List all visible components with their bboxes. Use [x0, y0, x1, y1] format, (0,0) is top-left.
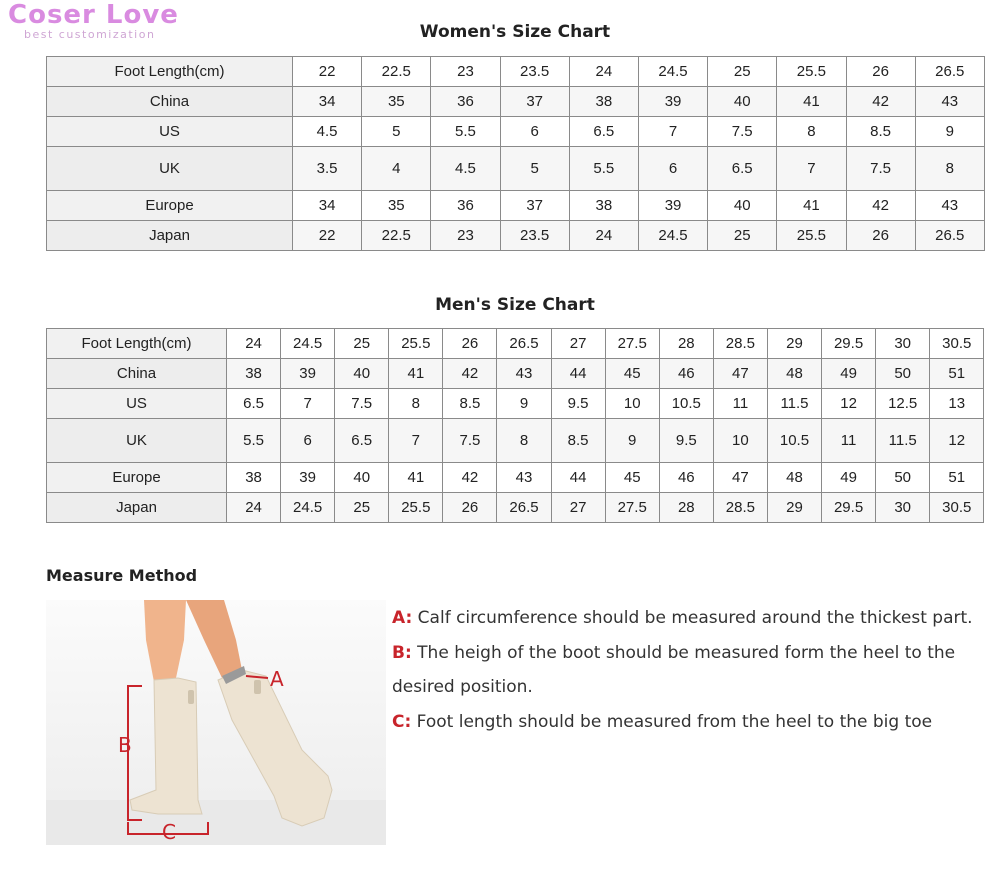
table-cell: 23.5 [500, 221, 569, 251]
row-label: UK [47, 419, 227, 463]
table-cell: 9.5 [659, 419, 713, 463]
table-cell: 6.5 [569, 117, 638, 147]
table-cell: 48 [767, 359, 821, 389]
table-cell: 26 [846, 221, 915, 251]
table-cell: 30.5 [930, 329, 984, 359]
table-cell: 27 [551, 493, 605, 523]
table-cell: 26.5 [915, 57, 984, 87]
table-cell: 39 [281, 359, 335, 389]
row-label: Japan [47, 221, 293, 251]
table-cell: 8 [497, 419, 551, 463]
diagram-label-a: A [270, 667, 284, 691]
table-cell: 42 [443, 463, 497, 493]
table-cell: 24 [569, 57, 638, 87]
note-a-key: A: [392, 608, 413, 628]
table-cell: 23 [431, 221, 500, 251]
table-cell: 6 [281, 419, 335, 463]
table-cell: 24 [227, 493, 281, 523]
table-cell: 7.5 [335, 389, 389, 419]
table-cell: 51 [930, 359, 984, 389]
table-cell: 28.5 [713, 329, 767, 359]
table-cell: 38 [569, 87, 638, 117]
note-a-text: Calf circumference should be measured around the thickest part. [412, 608, 973, 628]
table-cell: 24.5 [281, 493, 335, 523]
table-cell: 37 [500, 191, 569, 221]
table-cell: 22.5 [362, 57, 431, 87]
table-cell: 4 [362, 147, 431, 191]
row-label: Europe [47, 191, 293, 221]
table-cell: 49 [822, 463, 876, 493]
brand-tagline: best customization [24, 28, 156, 41]
table-cell: 34 [293, 191, 362, 221]
table-cell: 6.5 [708, 147, 777, 191]
table-cell: 41 [777, 87, 846, 117]
table-cell: 28 [659, 329, 713, 359]
table-cell: 48 [767, 463, 821, 493]
table-row [47, 329, 984, 359]
table-cell: 26.5 [497, 329, 551, 359]
table-cell: 43 [497, 359, 551, 389]
table-cell: 29 [767, 329, 821, 359]
table-cell: 25 [708, 221, 777, 251]
table-cell: 28.5 [713, 493, 767, 523]
table-cell: 6.5 [335, 419, 389, 463]
table-row [47, 463, 984, 493]
table-cell: 11.5 [767, 389, 821, 419]
table-cell: 40 [335, 463, 389, 493]
table-cell: 42 [846, 191, 915, 221]
table-row [47, 493, 984, 523]
table-cell: 9 [915, 117, 984, 147]
table-cell: 47 [713, 359, 767, 389]
table-cell: 6.5 [227, 389, 281, 419]
table-cell: 38 [227, 463, 281, 493]
boot-illustration [46, 600, 386, 845]
table-cell: 8 [915, 147, 984, 191]
row-label: Europe [47, 463, 227, 493]
note-b-text: The heigh of the boot should be measured form the heel to the desired position. [392, 642, 956, 697]
row-label: US [47, 117, 293, 147]
table-cell: 7.5 [443, 419, 497, 463]
table-cell: 13 [930, 389, 984, 419]
table-cell: 7.5 [708, 117, 777, 147]
table-cell: 7 [389, 419, 443, 463]
row-label: China [47, 87, 293, 117]
table-cell: 4.5 [431, 147, 500, 191]
table-cell: 8.5 [846, 117, 915, 147]
table-cell: 47 [713, 463, 767, 493]
table-cell: 40 [708, 191, 777, 221]
table-cell: 49 [822, 359, 876, 389]
table-cell: 22 [293, 57, 362, 87]
table-cell: 25 [708, 57, 777, 87]
table-cell: 5 [362, 117, 431, 147]
table-cell: 39 [638, 191, 707, 221]
brand-name: Coser Love [8, 0, 179, 30]
table-cell: 26 [846, 57, 915, 87]
table-cell: 45 [605, 463, 659, 493]
table-cell: 50 [876, 359, 930, 389]
table-cell: 41 [777, 191, 846, 221]
table-cell: 5.5 [227, 419, 281, 463]
table-cell: 24 [227, 329, 281, 359]
table-cell: 39 [638, 87, 707, 117]
table-cell: 29 [767, 493, 821, 523]
table-cell: 4.5 [293, 117, 362, 147]
table-cell: 10.5 [767, 419, 821, 463]
measure-notes [392, 601, 992, 739]
table-cell: 28 [659, 493, 713, 523]
table-cell: 25 [335, 493, 389, 523]
table-cell: 11 [713, 389, 767, 419]
table-cell: 25.5 [389, 329, 443, 359]
note-c-text: Foot length should be measured from the heel to the big toe [411, 711, 933, 732]
table-cell: 23.5 [500, 57, 569, 87]
table-cell: 25.5 [389, 493, 443, 523]
boot-measure-diagram [46, 600, 386, 845]
table-cell: 9 [605, 419, 659, 463]
row-label: UK [47, 147, 293, 191]
table-row [47, 359, 984, 389]
table-cell: 7 [638, 117, 707, 147]
table-cell: 35 [362, 191, 431, 221]
table-cell: 44 [551, 359, 605, 389]
table-row [47, 117, 985, 147]
table-cell: 12 [930, 419, 984, 463]
table-cell: 8 [777, 117, 846, 147]
table-cell: 24.5 [638, 221, 707, 251]
table-cell: 25.5 [777, 57, 846, 87]
table-cell: 26 [443, 329, 497, 359]
table-row [47, 191, 985, 221]
table-cell: 26.5 [915, 221, 984, 251]
note-b [392, 636, 992, 705]
table-cell: 10.5 [659, 389, 713, 419]
table-cell: 46 [659, 463, 713, 493]
women-size-table [46, 56, 985, 251]
table-cell: 36 [431, 87, 500, 117]
table-cell: 5 [500, 147, 569, 191]
table-cell: 7.5 [846, 147, 915, 191]
table-cell: 22 [293, 221, 362, 251]
table-cell: 40 [335, 359, 389, 389]
table-cell: 9 [497, 389, 551, 419]
table-cell: 50 [876, 463, 930, 493]
table-cell: 12 [822, 389, 876, 419]
table-cell: 51 [930, 463, 984, 493]
table-cell: 29.5 [822, 329, 876, 359]
table-row [47, 87, 985, 117]
table-cell: 7 [281, 389, 335, 419]
table-cell: 6 [500, 117, 569, 147]
table-cell: 38 [569, 191, 638, 221]
table-cell: 24.5 [281, 329, 335, 359]
row-label: Foot Length(cm) [47, 57, 293, 87]
table-cell: 39 [281, 463, 335, 493]
table-cell: 44 [551, 463, 605, 493]
table-cell: 10 [713, 419, 767, 463]
table-cell: 30 [876, 329, 930, 359]
table-cell: 30.5 [930, 493, 984, 523]
table-cell: 45 [605, 359, 659, 389]
table-cell: 10 [605, 389, 659, 419]
table-cell: 3.5 [293, 147, 362, 191]
diagram-label-c: C [162, 820, 176, 844]
table-cell: 46 [659, 359, 713, 389]
table-row [47, 57, 985, 87]
table-cell: 36 [431, 191, 500, 221]
note-a [392, 601, 992, 636]
brand-logo [8, 0, 179, 41]
table-row [47, 389, 984, 419]
table-cell: 8 [389, 389, 443, 419]
table-cell: 26.5 [497, 493, 551, 523]
table-cell: 41 [389, 463, 443, 493]
table-cell: 29.5 [822, 493, 876, 523]
note-b-key: B: [392, 642, 412, 663]
table-cell: 42 [846, 87, 915, 117]
table-cell: 27.5 [605, 329, 659, 359]
row-label: US [47, 389, 227, 419]
table-cell: 43 [915, 87, 984, 117]
diagram-label-b: B [118, 733, 132, 757]
table-cell: 6 [638, 147, 707, 191]
note-c [392, 705, 992, 740]
table-cell: 34 [293, 87, 362, 117]
measure-method-title: Measure Method [46, 566, 198, 585]
table-cell: 25.5 [777, 221, 846, 251]
table-cell: 5.5 [569, 147, 638, 191]
table-cell: 35 [362, 87, 431, 117]
table-cell: 7 [777, 147, 846, 191]
table-cell: 11.5 [876, 419, 930, 463]
table-cell: 41 [389, 359, 443, 389]
row-label: Japan [47, 493, 227, 523]
men-chart-title: Men's Size Chart [435, 295, 595, 315]
table-cell: 26 [443, 493, 497, 523]
table-cell: 37 [500, 87, 569, 117]
table-cell: 11 [822, 419, 876, 463]
table-cell: 24.5 [638, 57, 707, 87]
table-cell: 27.5 [605, 493, 659, 523]
table-cell: 30 [876, 493, 930, 523]
women-chart-title: Women's Size Chart [419, 22, 611, 42]
table-cell: 40 [708, 87, 777, 117]
table-cell: 5.5 [431, 117, 500, 147]
table-cell: 12.5 [876, 389, 930, 419]
table-row [47, 221, 985, 251]
table-cell: 24 [569, 221, 638, 251]
table-cell: 27 [551, 329, 605, 359]
table-cell: 23 [431, 57, 500, 87]
table-cell: 43 [915, 191, 984, 221]
table-cell: 22.5 [362, 221, 431, 251]
table-row [47, 147, 985, 191]
table-cell: 38 [227, 359, 281, 389]
note-c-key: C: [392, 711, 412, 732]
men-size-table [46, 328, 984, 523]
table-cell: 9.5 [551, 389, 605, 419]
table-cell: 8.5 [443, 389, 497, 419]
row-label: Foot Length(cm) [47, 329, 227, 359]
table-cell: 25 [335, 329, 389, 359]
table-cell: 43 [497, 463, 551, 493]
table-row [47, 419, 984, 463]
table-cell: 42 [443, 359, 497, 389]
table-cell: 8.5 [551, 419, 605, 463]
row-label: China [47, 359, 227, 389]
